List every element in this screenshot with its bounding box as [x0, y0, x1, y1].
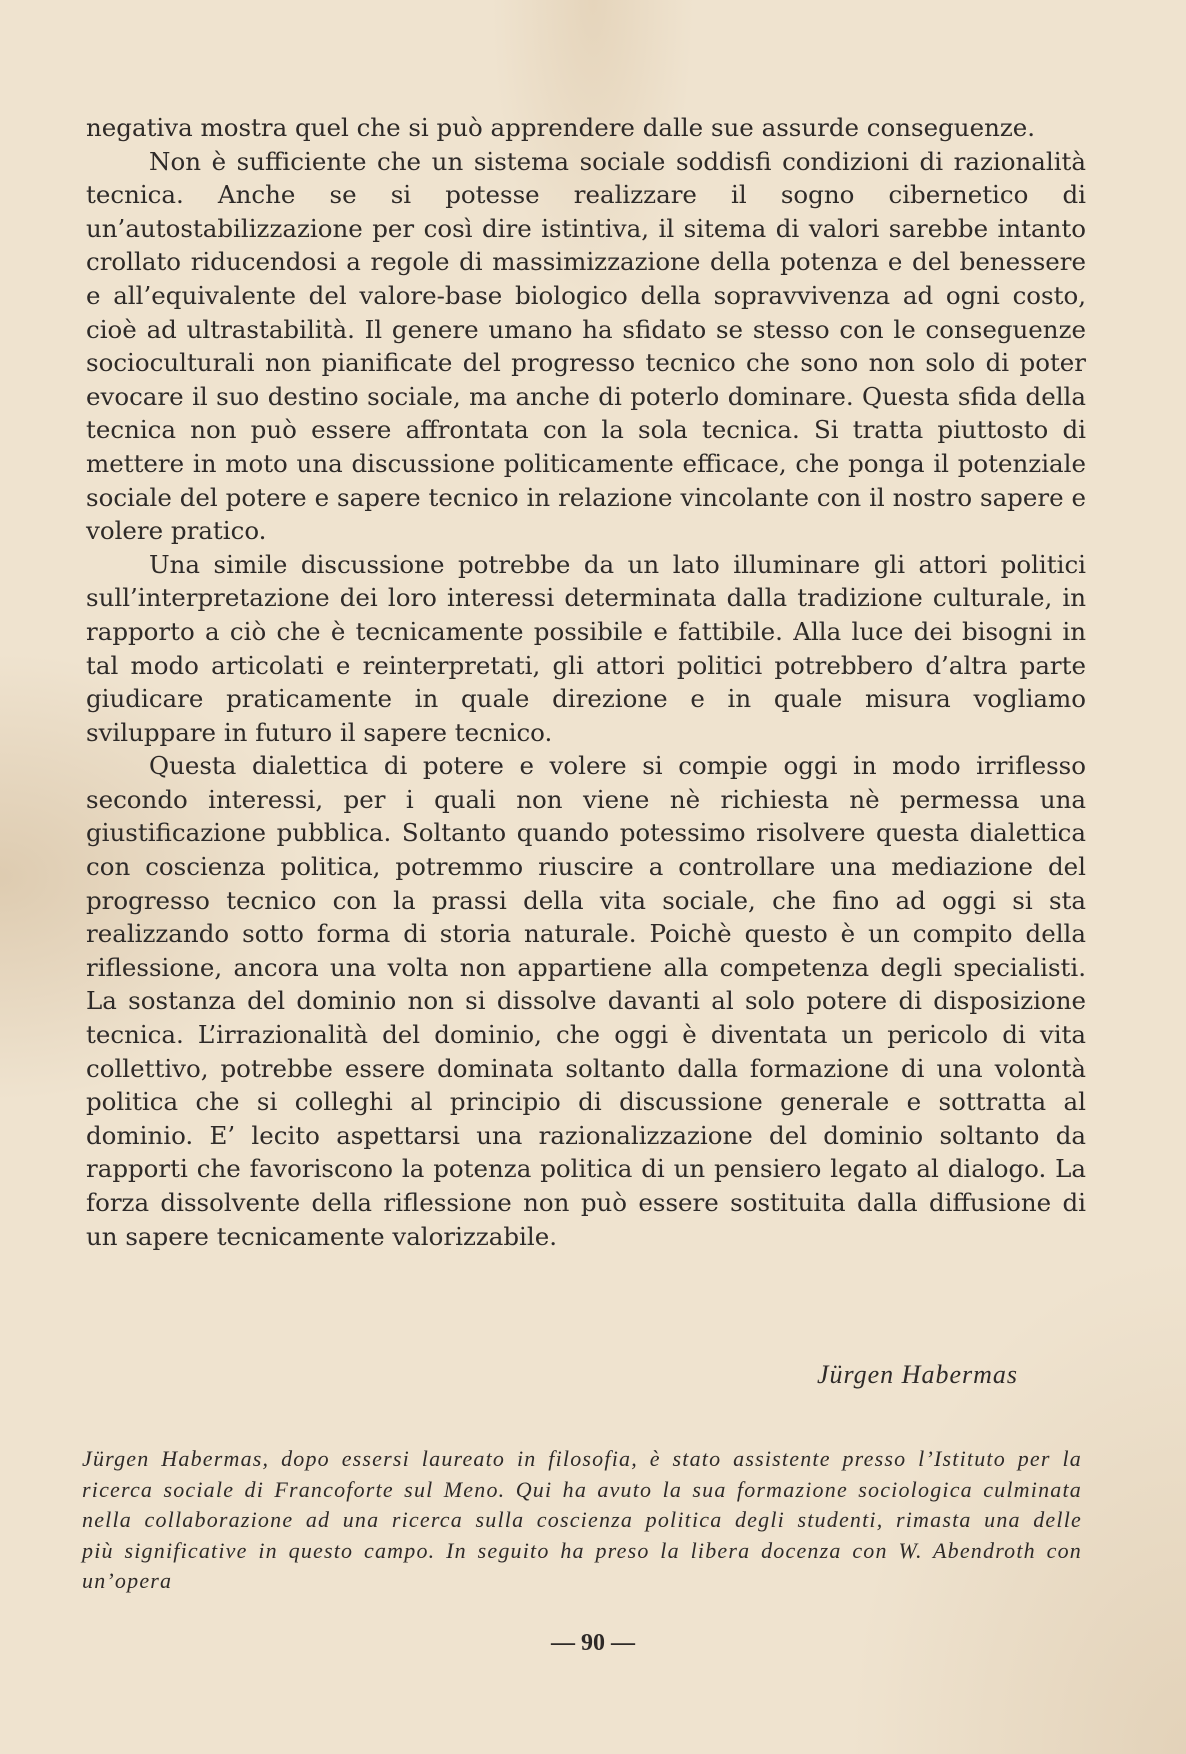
- author-signature: Jürgen Habermas: [816, 1360, 1018, 1389]
- page-number: — 90 —: [551, 1630, 635, 1656]
- paragraph-4: Questa dialettica di potere e volere si compie oggi in modo irriflesso secondo interessi, per i quali non viene nè richiesta nè permessa una giustificazione pubblica. Soltanto quando potessimo risolvere questa dialettica con coscienza politica, potremmo riuscire a controllare una mediazione del progresso tecnico con la prassi della vita sociale, che fino ad oggi si sta realizzando sotto forma di storia naturale. Poichè questo è un compito della riflessione, ancora una volta non appartiene alla competenza degli specialisti. La sostanza del dominio non si dissolve davanti al solo potere di disposizione tecnica. L’irrazionalità del dominio, che oggi è diventata un pericolo di vita collettivo, potrebbe essere dominata soltanto dalla formazione di una volontà politica che si colleghi al principio di discussione generale e sottratta al dominio. E’ lecito aspettarsi una razionalizzazione del dominio soltanto da rapporti che favoriscono la potenza politica di un pensiero legato al dialogo. La forza dissolvente della riflessione non può essere sostituita dalla diffusione di un sapere tecnicamente valorizzabile.: [86, 751, 1086, 1251]
- paragraph-2: Non è sufficiente che un sistema sociale soddisfi condizioni di razionalità tecnica. Anche se si potesse realizzare il sogno cibernetico di un’autostabilizzazione per così dire istintiva, il sitema di valori sarebbe intanto crollato riducendosi a regole di massimizzazione della potenza e del benessere e all’equivalente del valore-base biologico della sopravvivenza ad ogni costo, cioè ad ultrastabilità. Il genere umano ha sfidato se stesso con le conseguenze socioculturali non pianificate del progresso tecnico che sono non solo di poter evocare il suo destino sociale, ma anche di poterlo dominare. Questa sfida della tecnica non può essere affrontata con la sola tecnica. Si tratta piuttosto di mettere in moto una discussione politicamente efficace, che ponga il potenziale sociale del potere e sapere tecnico in relazione vincolante con il nostro sapere e volere pratico.: [86, 146, 1086, 546]
- paragraph-3: Una simile discussione potrebbe da un lato illuminare gli attori politici sull’interpretazione dei loro interessi determinata dalla tradizione culturale, in rapporto a ciò che è tecnicamente possibile e fattibile. Alla luce dei bisogni in tal modo articolati e reinterpretati, gli attori politici potrebbero d’altra parte giudicare praticamente in quale direzione e in quale misura vogliamo sviluppare in futuro il sapere tecnico.: [86, 549, 1086, 747]
- footnote-text: Jürgen Habermas, dopo essersi laureato in filosofia, è stato assistente presso l’Istituto per la ricerca sociale di Francoforte sul Meno. Qui ha avuto la sua formazione sociologica culminata nella collaborazione ad una ricerca sulla coscienza politica degli studenti, rimasta una delle più significative in questo campo. In seguito ha preso la libera docenza con W. Abendroth con un’opera: [82, 1446, 1082, 1593]
- author-footnote: [82, 1444, 1082, 1597]
- paragraph-1: negativa mostra quel che si può apprendere dalle sue assurde conseguenze.: [86, 113, 1036, 142]
- main-text: [86, 111, 1086, 1253]
